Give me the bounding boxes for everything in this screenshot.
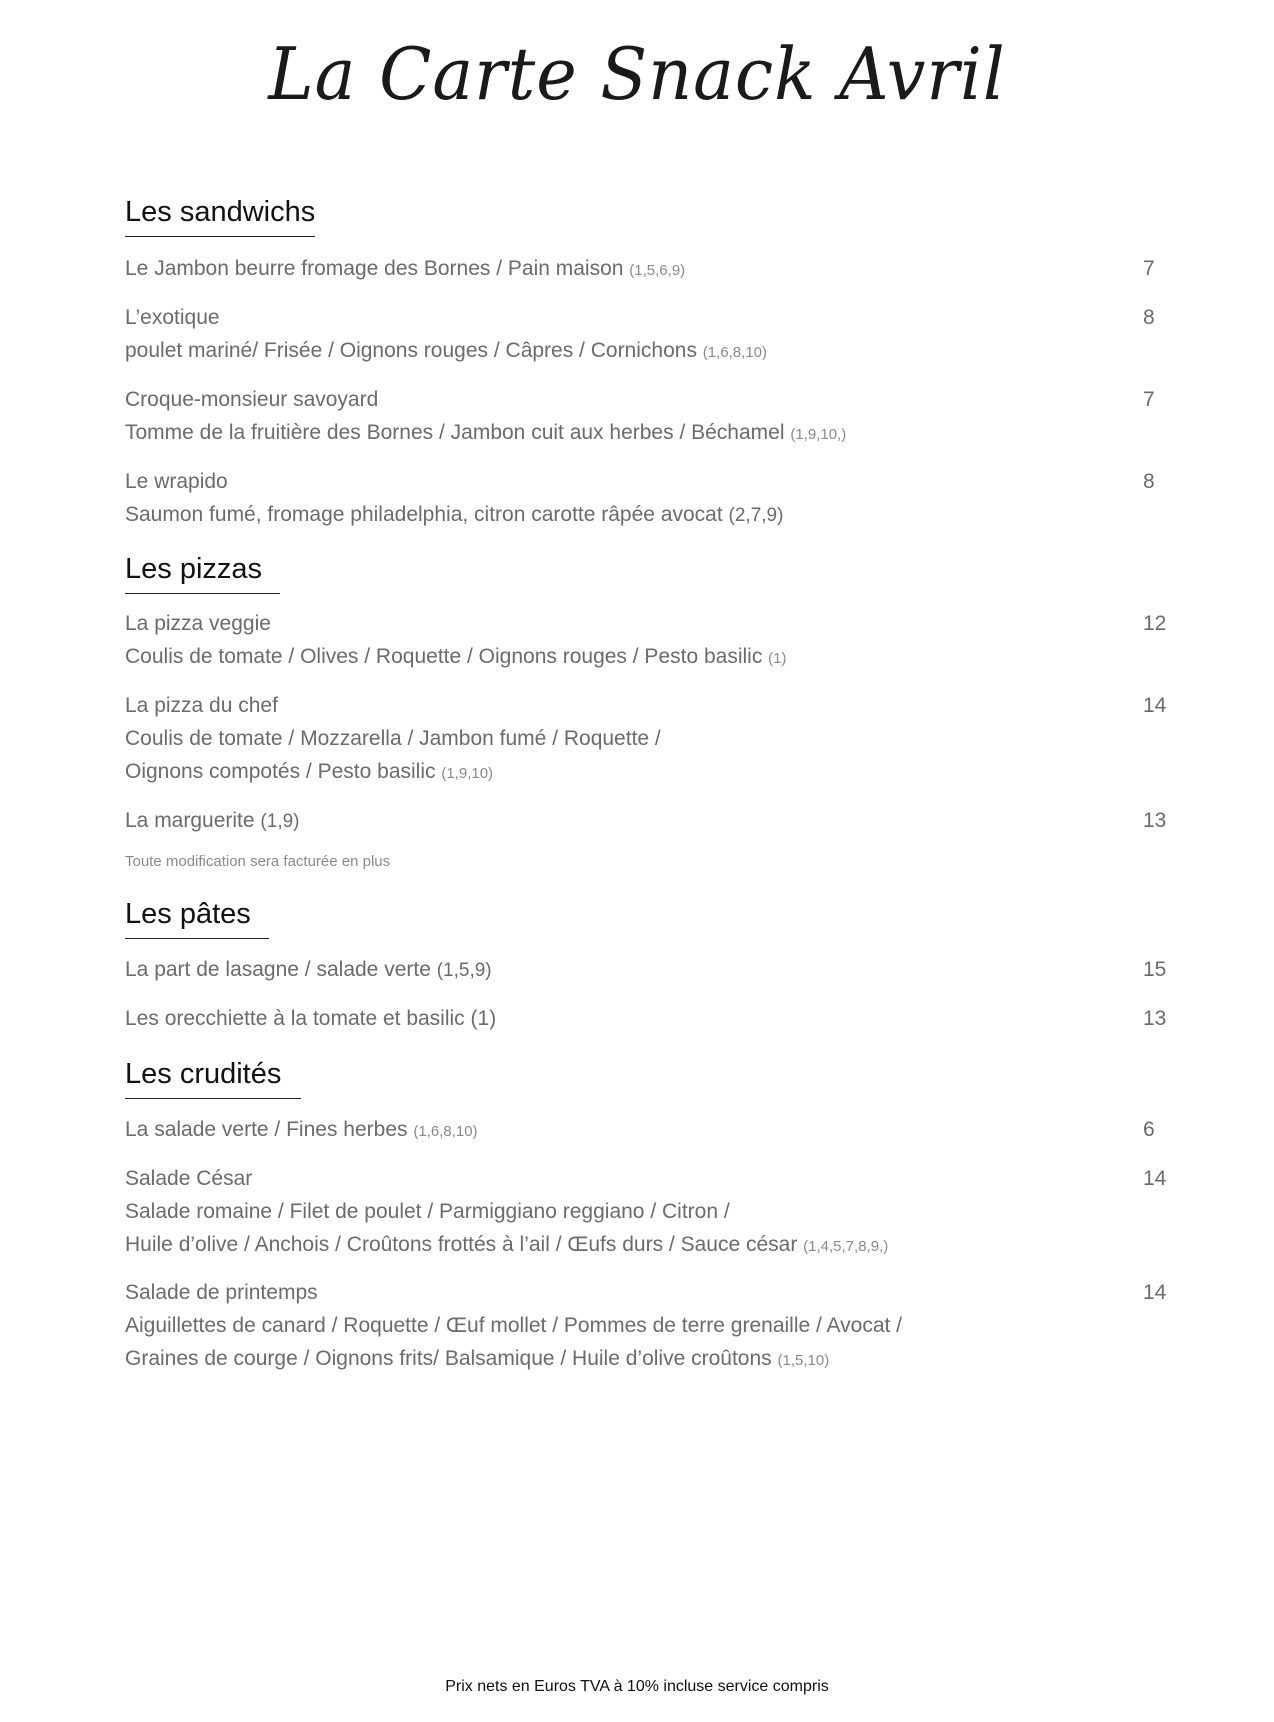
item-price: 7 xyxy=(1143,388,1155,411)
menu-item xyxy=(125,301,1175,369)
item-allergens: (1,4,5,7,8,9,) xyxy=(803,1238,889,1255)
item-price: 13 xyxy=(1143,1007,1167,1030)
item-description: Huile d’olive / Anchois / Croûtons frottés à l’ail / Œufs durs / Sauce césar xyxy=(125,1233,798,1256)
menu-title: La Carte Snack Avril xyxy=(268,32,1006,116)
section-title: Les pâtes xyxy=(125,900,269,939)
item-price: 14 xyxy=(1143,1281,1167,1304)
item-allergens: (1,5,6,9) xyxy=(629,262,686,279)
footer-note: Prix nets en Euros TVA à 10% incluse service compris xyxy=(445,1678,829,1695)
item-price: 14 xyxy=(1143,694,1167,717)
menu-item xyxy=(125,953,1175,987)
item-price: 7 xyxy=(1143,257,1155,280)
item-name: La pizza veggie xyxy=(125,612,271,635)
item-price: 8 xyxy=(1143,470,1155,493)
item-price: 13 xyxy=(1143,809,1167,832)
item-name: Croque-monsieur savoyard xyxy=(125,388,379,411)
item-name: La salade verte / Fines herbes xyxy=(125,1118,408,1141)
item-allergens: (1,6,8,10) xyxy=(702,344,768,361)
item-description: Saumon fumé, fromage philadelphia, citron carotte râpée avocat xyxy=(125,503,723,526)
section-title: Les crudités xyxy=(125,1060,301,1099)
item-name: La pizza du chef xyxy=(125,694,278,717)
menu-item xyxy=(125,804,1175,838)
item-name: La marguerite xyxy=(125,809,255,832)
item-name: Le Jambon beurre fromage des Bornes / Pain maison xyxy=(125,257,624,280)
menu-item xyxy=(125,1162,1175,1263)
menu-item xyxy=(125,607,1175,675)
menu-item xyxy=(125,689,1175,790)
item-name: Salade de printemps xyxy=(125,1281,318,1304)
item-allergens: (1,9) xyxy=(260,811,300,832)
section-crudites xyxy=(125,1060,1175,1099)
item-name: Le wrapido xyxy=(125,470,228,493)
item-description: Coulis de tomate / Olives / Roquette / Oignons rouges / Pesto basilic xyxy=(125,645,763,668)
item-description: Oignons compotés / Pesto basilic xyxy=(125,760,436,783)
menu-item xyxy=(125,1113,1175,1148)
item-description: poulet mariné/ Frisée / Oignons rouges / Câpres / Cornichons xyxy=(125,339,697,362)
item-price: 15 xyxy=(1143,958,1167,981)
item-name: La part de lasagne / salade verte xyxy=(125,958,431,981)
section-pates xyxy=(125,900,1175,939)
item-allergens: (2,7,9) xyxy=(728,505,784,526)
item-description: Graines de courge / Oignons frits/ Balsamique / Huile d’olive croûtons xyxy=(125,1347,772,1370)
item-description: Aiguillettes de canard / Roquette / Œuf mollet / Pommes de terre grenaille / Avocat / xyxy=(125,1314,903,1337)
item-allergens: (1,9,10) xyxy=(441,765,494,782)
item-allergens: (1) xyxy=(768,650,787,667)
menu-item xyxy=(125,383,1175,451)
item-allergens: (1,5,10) xyxy=(777,1352,830,1369)
pizza-note: Toute modification sera facturée en plus xyxy=(125,853,391,870)
section-sandwichs xyxy=(125,198,1175,237)
item-name: Les orecchiette à la tomate et basilic (1) xyxy=(125,1007,497,1030)
item-price: 14 xyxy=(1143,1167,1167,1190)
menu-item xyxy=(125,252,1175,287)
item-allergens: (1,5,9) xyxy=(436,960,492,981)
item-price: 8 xyxy=(1143,306,1155,329)
item-description: Salade romaine / Filet de poulet / Parmiggiano reggiano / Citron / xyxy=(125,1200,730,1223)
menu-item xyxy=(125,1276,1175,1377)
item-name: L’exotique xyxy=(125,306,220,329)
section-title: Les sandwichs xyxy=(125,198,315,237)
item-price: 6 xyxy=(1143,1118,1155,1141)
menu-item xyxy=(125,465,1175,532)
section-pizzas xyxy=(125,555,1175,594)
item-allergens: (1,9,10,) xyxy=(790,426,847,443)
item-name: Salade César xyxy=(125,1167,253,1190)
menu-item xyxy=(125,1002,1175,1035)
item-allergens: (1,6,8,10) xyxy=(413,1123,478,1140)
item-description: Tomme de la fruitière des Bornes / Jambon cuit aux herbes / Béchamel xyxy=(125,421,785,444)
section-title: Les pizzas xyxy=(125,555,280,594)
item-price: 12 xyxy=(1143,612,1167,635)
item-description: Coulis de tomate / Mozzarella / Jambon fumé / Roquette / xyxy=(125,727,661,750)
